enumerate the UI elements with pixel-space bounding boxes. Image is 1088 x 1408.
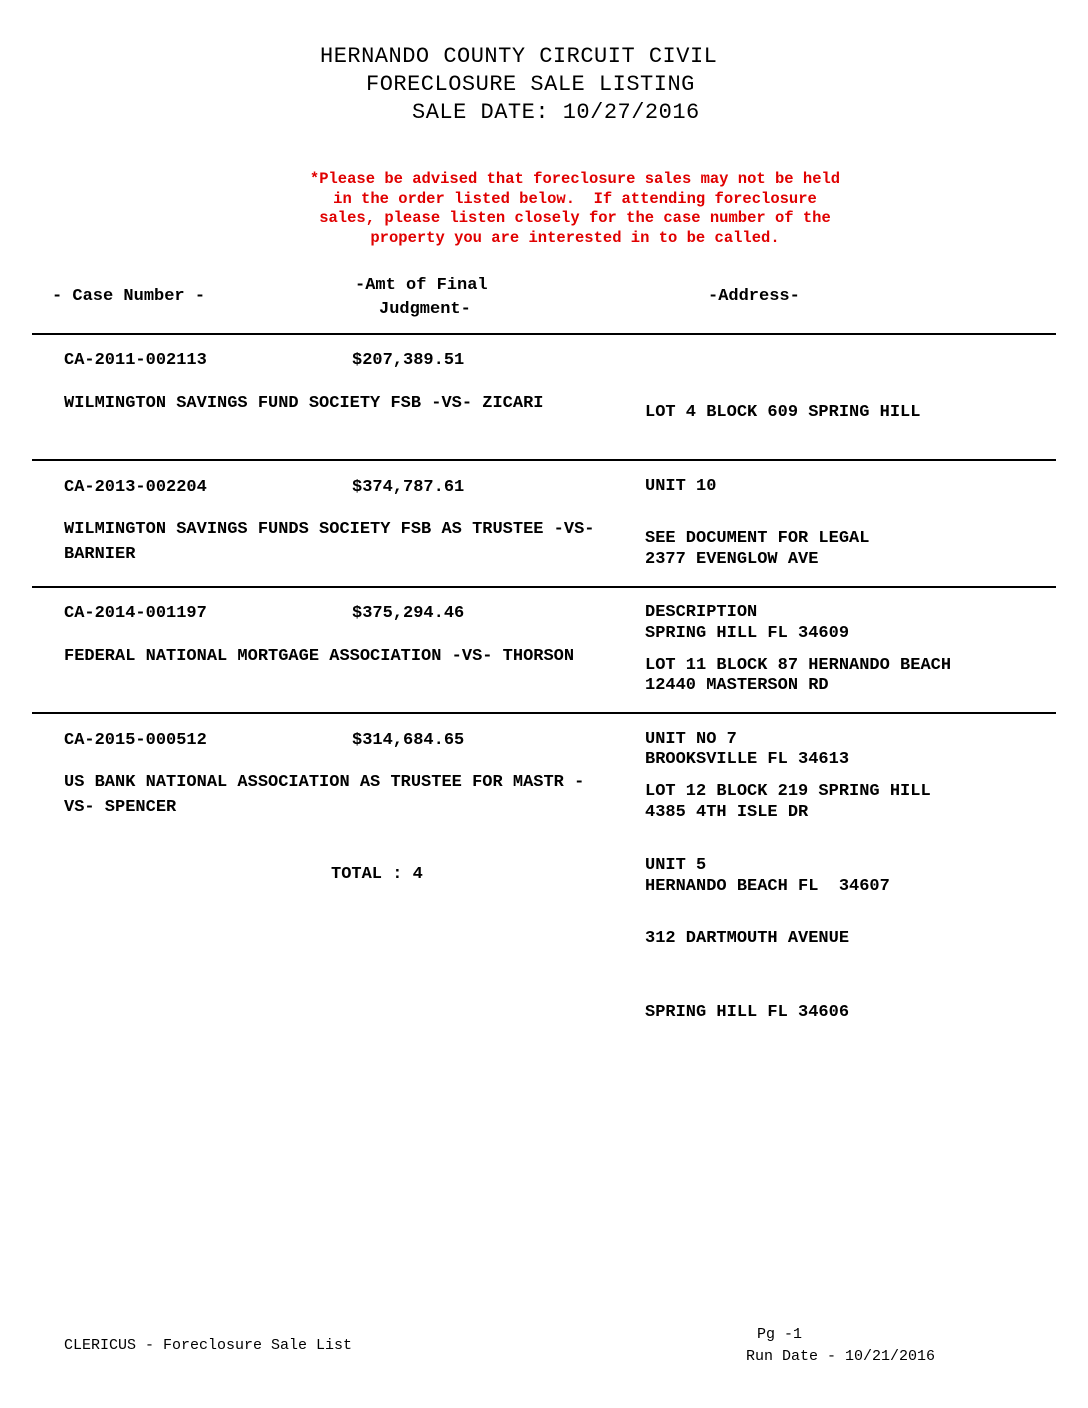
- case-parties: WILMINGTON SAVINGS FUNDS SOCIETY FSB AS TRUSTEE -VS- BARNIER: [64, 520, 595, 564]
- notice-line: *Please be advised that foreclosure sales may not be held: [309, 170, 841, 188]
- case-parties: US BANK NATIONAL ASSOCIATION AS TRUSTEE FOR MASTR -VS- SPENCER: [64, 773, 585, 817]
- address-line: HERNANDO BEACH FL 34607: [645, 876, 890, 896]
- judgment-amount: $374,787.61: [352, 478, 465, 497]
- address-line: BROOKSVILLE FL 34613: [645, 749, 850, 769]
- judgment-amount: $314,684.65: [352, 731, 465, 750]
- address-line: LOT 12 BLOCK 219 SPRING HILL: [645, 782, 931, 801]
- address-line: SPRING HILL FL 34609: [645, 623, 850, 643]
- column-header-case-number: - Case Number -: [52, 287, 206, 306]
- address-line: UNIT NO 7: [645, 729, 737, 749]
- column-header-address: -Address-: [708, 287, 800, 306]
- case-number: CA-2011-002113: [64, 351, 207, 370]
- address-line: SEE DOCUMENT FOR LEGAL: [645, 529, 870, 548]
- footer-system-label: CLERICUS - Foreclosure Sale List: [64, 1337, 353, 1354]
- notice-line: in the order listed below. If attending foreclosure: [333, 189, 817, 208]
- address-line: SPRING HILL FL 34606: [645, 1002, 850, 1022]
- address-line: UNIT 5: [645, 855, 707, 875]
- notice-line: sales, please listen closely for the case number of the: [319, 209, 831, 227]
- case-number: CA-2014-001197: [64, 604, 207, 623]
- case-number: CA-2013-002204: [64, 478, 207, 497]
- case-parties: WILMINGTON SAVINGS FUND SOCIETY FSB -VS- ZICARI: [64, 394, 544, 413]
- report-title: HERNANDO COUNTY CIRCUIT CIVIL: [320, 44, 718, 69]
- address-line: DESCRIPTION: [645, 602, 758, 622]
- judgment-amount: $207,389.51: [352, 351, 465, 370]
- sale-date: SALE DATE: 10/27/2016: [412, 100, 700, 125]
- run-date: Run Date - 10/21/2016: [746, 1348, 936, 1365]
- address-line: 312 DARTMOUTH AVENUE: [645, 929, 850, 948]
- total-count: TOTAL : 4: [331, 865, 423, 884]
- property-address: [645, 731, 931, 1050]
- address-line: UNIT 10: [645, 476, 717, 496]
- case-parties: FEDERAL NATIONAL MORTGAGE ASSOCIATION -VS- THORSON: [64, 647, 575, 666]
- column-header-amount: -Amt of Final: [355, 276, 488, 295]
- address-line: 2377 EVENGLOW AVE: [645, 550, 819, 569]
- judgment-amount: $375,294.46: [352, 604, 465, 623]
- address-line: 4385 4TH ISLE DR: [645, 803, 809, 822]
- address-line: LOT 4 BLOCK 609 SPRING HILL: [645, 403, 921, 422]
- divider: [32, 333, 1056, 335]
- case-number: CA-2015-000512: [64, 731, 207, 750]
- report-subtitle: FORECLOSURE SALE LISTING: [366, 72, 695, 97]
- address-line: 12440 MASTERSON RD: [645, 676, 829, 695]
- column-header-amount-line2: Judgment-: [379, 300, 471, 319]
- page-number: Pg -1: [757, 1326, 803, 1343]
- address-line: LOT 11 BLOCK 87 HERNANDO BEACH: [645, 656, 952, 675]
- advisory-notice: [250, 170, 900, 248]
- notice-line: property you are interested in to be called.: [370, 228, 780, 247]
- divider: [32, 586, 1056, 588]
- divider: [32, 459, 1056, 461]
- divider: [32, 712, 1056, 714]
